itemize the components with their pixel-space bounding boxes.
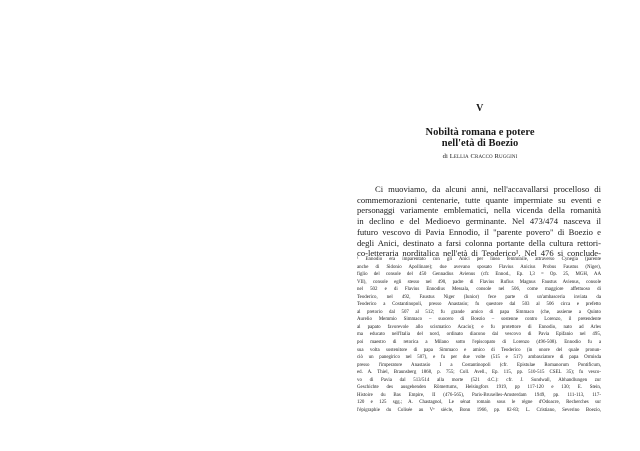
body-line: in declino e del Medioevo germinante. Nel 473/474 nasceva il — [357, 216, 601, 227]
footnote-line: nel 502 e di Flavius Ennodius Messala, console nel 506, come maggiore affettuoso di — [357, 287, 601, 293]
body-line: degli Anici, destinato a farsi colonna portante della cultura rettori- — [357, 237, 601, 248]
body-paragraph — [357, 184, 601, 259]
chapter-title-line-2: nell'età di Boezio — [441, 138, 519, 149]
footnote-line: ma educato nell'Italia del nord, ordinato diacono dal vescovo di Pavia Epifanio nel 495, — [357, 332, 601, 338]
footnote-line: al papato favorevole allo scismatico Acacio); e fu protettore di Ennodio, nato ad Arles — [357, 324, 601, 330]
chapter-title — [380, 127, 580, 149]
body-line: commemorazioni centenarie, tutte quante impermiate su eventi e — [357, 194, 601, 205]
footnote-line: anche di Sidonio Apollinare); due avevano sposato Flavius Anicius Probus Faustus (Niger), — [357, 264, 601, 270]
footnote-line: 120 e 125 sgg.; A. Chastagnol, Le sénat romain sous le règne d'Odoacre, Recherches sur — [357, 400, 601, 406]
author-name: Lellia Cracco Ruggini — [449, 153, 518, 160]
footnote-line: vo di Pavia dal 513/514 alla morte (521 d.C.): cfr. J. Sundwall, Abhandlungen zur — [357, 377, 601, 383]
author-prefix: di — [442, 153, 448, 160]
footnote-line: VII), console egli stesso nel 490, padre di Flavius Rufius Magnus Faustus Avienus, console — [357, 279, 601, 285]
chapter-number: V — [476, 103, 484, 114]
footnote-line: Aurelio Memmio Simmaco – suocero di Boezio – sostenne contro Lorenzo, il pretendente — [357, 317, 601, 323]
body-line: futuro vescovo di Pavia Ennodio, il "parente povero" di Boezio e — [357, 226, 601, 237]
body-line: Ci muoviamo, da alcuni anni, nell'accavallarsi procelloso di — [375, 184, 601, 194]
footnote-line: l'épigraphie du Colisée au Vᵉ siècle, Bonn 1966, pp. 82-83; L. Cristiano, Severino Boezio, — [357, 407, 601, 413]
footnote-line: ¹ Ennodio era imparentato con gli Anici per linea femminile, attraverso Cynegia (parente — [357, 257, 601, 262]
footnote-line: ed. A. Thiel, Braunsberg 1868, p. 755; Coll. Avell., Ep. 115, pp. 510-515 CSEL 35); fu vesco- — [357, 370, 601, 376]
footnote-line: al pretorio dal 507 al 512; fu grande amico di papa Simmaco (che, assieme a Quinto — [357, 309, 601, 315]
body-line: personaggi variamente emblematici, nella vicenda della romanità — [357, 205, 601, 216]
footnote-line: figlio del console del 450 Gennadius Avienus (cfr. Ennod., Ep. I,3 = Op. 25, MGH, AA — [357, 272, 601, 278]
footnote-line: Histoire du Bas Empire, II (476-565), Paris-Bruxelles-Amsterdam 1949, pp. 111-113, 117- — [357, 392, 601, 398]
footnote-line: Teoderico a Costantinopoli, presso Anastasio; fu questore dal 503 al 506 circa e prefetto — [357, 302, 601, 308]
body-line: co-letteraria norditalica nell'età di Teoderico¹. Nel 476 si conclude- — [357, 248, 601, 259]
footnote-line: presso l'imperatore Anastasio I a Costantinopoli (cfr. Epistulae Romanorum Pontificum, — [357, 362, 601, 368]
footnote-line: sua volta sostenitore di papa Simmaco e amico di Teoderico (in onore del quale pronun- — [357, 347, 601, 353]
footnote — [357, 256, 601, 414]
footnote-line: Teoderico, nel 492, Faustus Niger (Iunior) fece parte di un'ambasceria inviata da — [357, 294, 601, 300]
footnote-line: ciò un panegirico nel 507), e fu per due volte (515 e 517) ambasciatore di papa Ormisda — [357, 355, 601, 361]
footnote-line: Geschichte des ausgehenden Römertums, Helsingfors 1919, pp 117-120 e 130; E. Stein, — [357, 385, 601, 391]
chapter-author — [380, 153, 580, 161]
footnote-line: poi maestro di retorica a Milano sotto l'episcopato di Lorenzo (496-508). Ennodio fu a — [357, 340, 601, 346]
chapter-title-line-1: Nobiltà romana e potere — [425, 127, 535, 138]
